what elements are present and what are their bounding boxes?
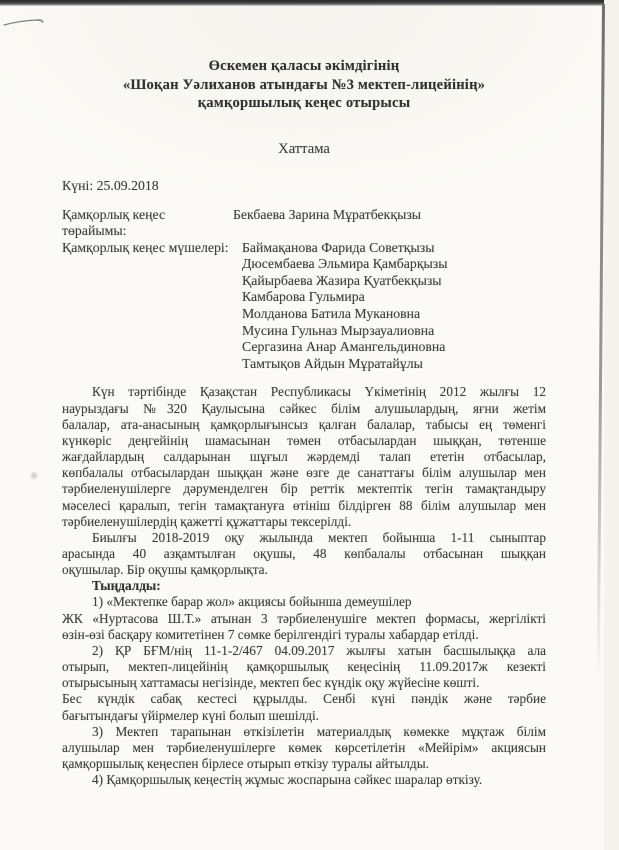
body-line: бағытындағы үйірмелер күні болып шешілді. — [62, 707, 320, 723]
council-row-label: Қамқорлық кеңес төрайымы: — [62, 206, 166, 239]
body-line: оқушылар. Бір оқушы қамқорлықта. — [62, 562, 268, 578]
council-row-label — [62, 256, 233, 273]
body-line: мәселесі қаралып, тегін тамақтануға өтініш білдірген 88 білім алушылар мен — [62, 497, 546, 513]
scanner-background-right-strip — [604, 0, 619, 850]
council-member-name: Қайырбаева Жазира Қуатбекқызы — [242, 272, 442, 288]
pen-mark-icon — [2, 13, 50, 35]
council-member-name: Дюсембаева Эльмира Қамбарқызы — [242, 256, 448, 272]
document-title-line: «Шоқан Уәлиханов атындағы №3 мектеп-лицейінің» — [122, 76, 486, 93]
body-line: қамқоршылық кеңеспен бірлесе отырып өткізу туралы айтылды. — [62, 756, 429, 772]
body-line: Бес күндік сабақ кестесі құрылды. Сенбі күні пәндік және тәрбие — [62, 691, 546, 707]
body-line: алушылар мен тәрбиеленушілерге көмек көрсетілетін «Мейірім» акциясын — [62, 739, 546, 755]
body-line: 4) Қамқоршылық кеңестің жұмыс жоспарына сәйкес шаралар өткізу. — [92, 772, 483, 788]
body-line: Тыңдалды: — [92, 578, 161, 594]
council-row — [62, 306, 546, 323]
council-row-label — [62, 339, 233, 356]
body-line: өзін-өзі басқару комитетінен 7 сөмке берілгендігі туралы хабардар етілді. — [62, 626, 479, 642]
council-row — [62, 356, 546, 373]
document-title-line: Өскемен қаласы әкімдігінің — [208, 58, 400, 74]
body-line: 1) «Мектепке барар жол» акциясы бойынша демеушілер — [92, 594, 412, 610]
body-line: тәрбиеленушілердің қажетті құжаттары тексерілді. — [62, 513, 352, 529]
body-line: арасында 40 азқамтылған оқушы, 48 көпбалалы отбасынан шыққан — [62, 546, 546, 561]
body-line: ЖК «Нуртасова Ш.Т.» атынан 3 тәрбиеленушіге мектеп формасы, жергілікті — [62, 610, 546, 626]
doc-type-heading: Хаттама — [278, 140, 330, 157]
body-text — [62, 384, 546, 788]
council-member-name: Мусина Гульназ Мырзауалиовна — [242, 322, 435, 338]
council-member-name: Бекбаева Зарина Мұратбекқызы — [233, 206, 422, 222]
body-line: отырысының хаттамасы негізінде, мектеп бес күндік оқу жүйесіне көшті. — [62, 675, 480, 691]
council-row — [62, 256, 546, 273]
scan-smudge-mark — [29, 471, 39, 480]
body-line: балалар, ата-анасының қамқорлығынсыз қалған балалар, табысы ең төменгі — [62, 416, 546, 432]
council-row — [62, 323, 546, 340]
date-line: Күні: 25.09.2018 — [62, 177, 159, 193]
council-member-name: Молданова Батила Мукановна — [242, 306, 421, 322]
council-member-name: Тамтықов Айдын Мұратайұлы — [242, 355, 423, 371]
document-title — [62, 57, 546, 113]
body-line: наурыздағы №320 Қаулысына сәйкес білім алушылардың, яғни жетім — [62, 400, 546, 416]
council-member-name: Баймақанова Фарида Советқызы — [242, 239, 435, 255]
council-row-label — [62, 289, 233, 306]
council-row-label — [62, 306, 233, 323]
council-row — [62, 207, 546, 240]
council-row-label — [62, 323, 233, 340]
body-line: Күн тәртібінде Қазақстан Республикасы Үкіметінің 2012 жылғы 12 — [92, 384, 546, 400]
body-line: көпбалалы отбасылардан шыққан және өзге де санаттағы білім алушылар мен — [62, 465, 546, 481]
body-line: Биылғы 2018-2019 оқу жылында мектеп бойынша 1-11 сыныптар — [92, 529, 546, 545]
council-list — [62, 207, 546, 373]
body-line: 2) ҚР БҒМ/нің 11-1-2/467 04.09.2017 жылғы хатын басшылыққа ала — [92, 642, 546, 658]
council-member-name: Сергазина Анар Амангельдиновна — [242, 339, 446, 355]
council-row — [62, 273, 546, 290]
council-member-name: Камбарова Гульмира — [242, 289, 365, 305]
body-line: күнкөріс деңгейінің шамасынан төмен отбасылардан шыққан, төтенше — [62, 432, 546, 448]
body-line: 3) Мектеп тарапынан өткізілетін материалдық көмекке мұқтаж білім — [92, 723, 546, 739]
council-row-label — [62, 273, 233, 290]
document-title-line: қамқоршылық кеңес отырысы — [197, 95, 411, 111]
council-row — [62, 339, 546, 356]
body-line: тәрбиеленушілерге дәруменделген бір реттік мектептік тегін тамақтандыру — [62, 481, 546, 497]
council-row-label — [62, 356, 233, 373]
document-content — [62, 0, 546, 788]
body-line: жағдайлардың салдарынан шұғыл жәрдемді талап ететін отбасылар, — [62, 449, 546, 465]
body-line: отырып, мектеп-лицейінің қамқоршылық кеңесінің 11.09.2017ж кезекті — [62, 659, 546, 675]
council-row — [62, 289, 546, 306]
council-row — [62, 240, 546, 257]
council-row-label: Қамқорлық кеңес мүшелері: — [62, 239, 229, 255]
